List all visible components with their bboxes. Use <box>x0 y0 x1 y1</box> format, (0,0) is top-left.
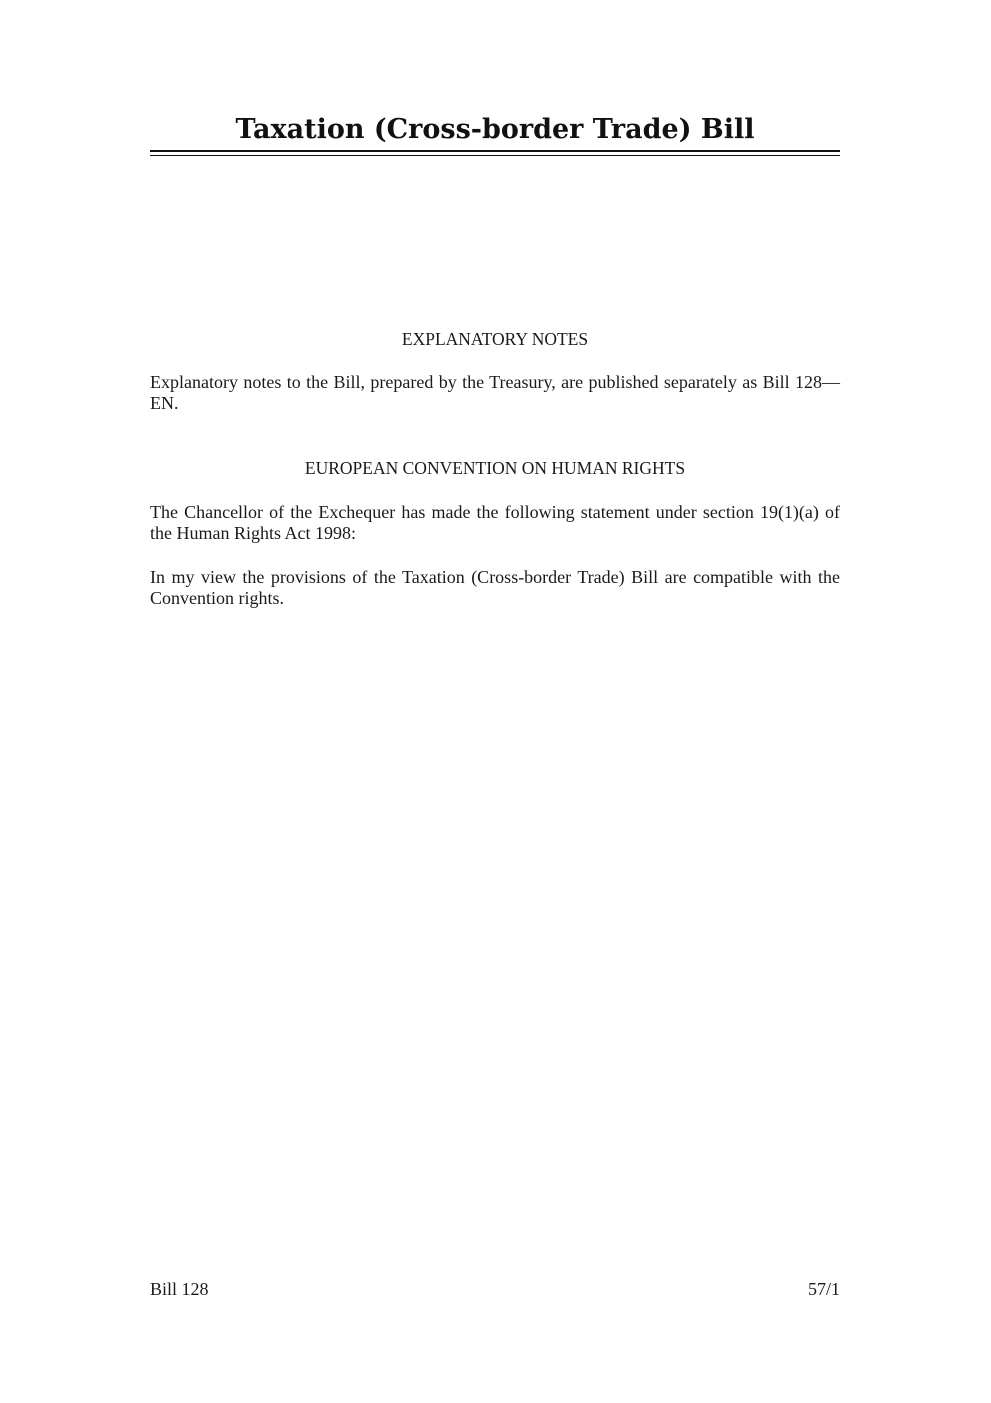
bill-title: Taxation (Cross-border Trade) Bill <box>235 114 755 145</box>
echr-compatibility-paragraph: In my view the provisions of the Taxation (Cross-border Trade) Bill are compatible with the Convention rights. <box>150 567 840 608</box>
footer-bill-number: Bill 128 <box>150 1279 209 1299</box>
footer-print-reference: 57/1 <box>807 1279 840 1299</box>
echr-statement-paragraph: The Chancellor of the Exchequer has made the following statement under section 19(1)(a) of the Human Rights Act 1998: <box>150 502 840 543</box>
title-rule-thin <box>150 155 840 156</box>
echr-heading: EUROPEAN CONVENTION ON HUMAN RIGHTS <box>304 458 686 478</box>
explanatory-notes-heading: EXPLANATORY NOTES <box>401 329 589 349</box>
title-rule-thick <box>150 150 840 152</box>
explanatory-notes-paragraph: Explanatory notes to the Bill, prepared by the Treasury, are published separately as Bill 128—EN. <box>150 372 840 413</box>
